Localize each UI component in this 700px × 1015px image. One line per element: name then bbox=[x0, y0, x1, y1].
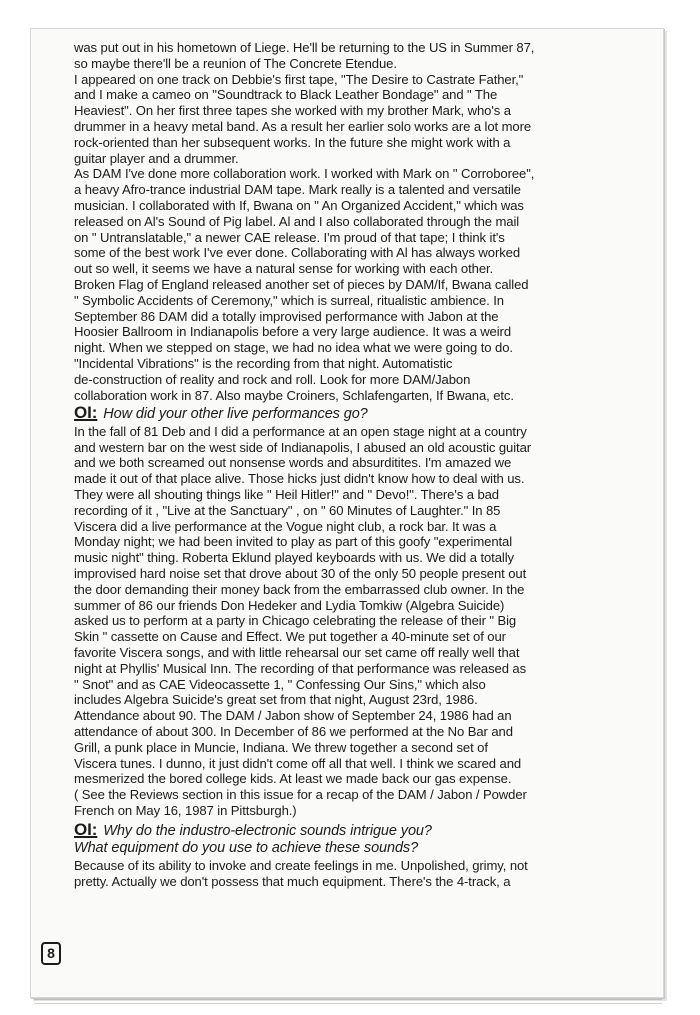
text-line: musician. I collaborated with If, Bwana on " An Organized Accident," which was bbox=[74, 197, 524, 213]
text-line: recording of it , "Live at the Sanctuary" , on " 60 Minutes of Laughter." In 85 bbox=[74, 502, 501, 518]
text-line: Viscera did a live performance at the Vogue night club, a rock bar. It was a bbox=[74, 518, 497, 534]
text-line: asked us to perform at a party in Chicago celebrating the release of their " Big bbox=[74, 613, 517, 629]
text-line: released on Al's Sound of Pig label. Al and I also collaborated through the mail bbox=[74, 213, 520, 229]
interview-question-2 bbox=[74, 821, 594, 841]
text-line: Hoosier Ballroom in Indianapolis before a very large audience. It was a weird bbox=[74, 324, 511, 340]
text-line: and I make a cameo on "Soundtrack to Black Leather Bondage" and " The bbox=[74, 87, 498, 103]
question-prefix: OI: bbox=[74, 403, 98, 423]
text-line: de-construction of reality and rock and roll. Look for more DAM/Jabon bbox=[74, 371, 471, 387]
page-edge bbox=[34, 999, 662, 1000]
text-line: and we both screamed out nonsense words and absurditites. I'm amazed we bbox=[74, 455, 512, 471]
text-line: Broken Flag of England released another set of pieces by DAM/If, Bwana called bbox=[74, 276, 529, 292]
text-line: Heaviest". On her first three tapes she worked with my brother Mark, who's a bbox=[74, 103, 511, 119]
text-line: As DAM I've done more collaboration work. I worked with Mark on " Corroboree", bbox=[74, 166, 535, 182]
text-line: collaboration work in 87. Also maybe Croiners, Schlafengarten, If Bwana, etc. bbox=[74, 387, 514, 403]
text-line: a heavy Afro-trance industrial DAM tape. Mark really is a talented and versatile bbox=[74, 182, 521, 198]
question-text: How did your other live performances go? bbox=[103, 406, 368, 423]
text-line: music night" thing. Roberta Eklund played keyboards with us. We did a totally bbox=[74, 550, 514, 566]
text-line: night. When we stepped on stage, we had no idea what we were going to do. bbox=[74, 340, 513, 356]
text-line: In the fall of 81 Deb and I did a performance at an open stage night at a country bbox=[74, 423, 527, 439]
text-line: "Incidental Vibrations" is the recording from that night. Automatistic bbox=[74, 355, 453, 371]
text-line: drummer in a heavy metal band. As a result her earlier solo works are a lot more bbox=[74, 118, 532, 134]
text-line: night at Phyllis' Musical Inn. The recording of that performance was released as bbox=[74, 660, 527, 676]
text-line: " Symbolic Accidents of Ceremony," which is surreal, ritualistic ambience. In bbox=[74, 292, 504, 308]
text-line: includes Algebra Suicide's great set from that night, August 23rd, 1986. bbox=[74, 692, 478, 708]
text-line: Monday night; we had been invited to play as part of this goofy "experimental bbox=[74, 534, 513, 550]
paragraph-block-2 bbox=[74, 424, 594, 819]
text-line: made it out of that place alive. Those hicks just didn't know how to deal with us. bbox=[74, 471, 525, 487]
text-line: mesmerized the bored college kids. At least we made back our gas expense. bbox=[74, 771, 512, 787]
text-line: Viscera tunes. I dunno, it just didn't come off all that well. I think we scared and bbox=[74, 755, 522, 771]
text-line: favorite Viscera songs, and with little rehearsal our set came off really well that bbox=[74, 644, 520, 660]
text-line: out so well, it seems we have a natural sense for working with each other. bbox=[74, 261, 494, 277]
text-line: Because of its ability to invoke and create feelings in me. Unpolished, grimy, not bbox=[74, 857, 528, 873]
text-line: so maybe there'll be a reunion of The Concrete Etendue. bbox=[74, 55, 397, 71]
page-number: 8 bbox=[41, 942, 61, 965]
text-line: They were all shouting things like " Heil Hitler!" and " Devo!". There's a bad bbox=[74, 487, 499, 503]
text-line: I appeared on one track on Debbie's first tape, "The Desire to Castrate Father," bbox=[74, 71, 524, 87]
text-line: guitar player and a drummer. bbox=[74, 150, 239, 166]
interview-question-2-line-2: What equipment do you use to achieve these sounds? bbox=[74, 840, 419, 857]
text-line: was put out in his hometown of Liege. He'll be returning to the US in Summer 87, bbox=[74, 40, 535, 55]
paragraph-block-3 bbox=[74, 858, 594, 890]
text-line: attendance of about 300. In December of 86 we performed at the No Bar and bbox=[74, 723, 513, 739]
text-line: Attendance about 90. The DAM / Jabon show of September 24, 1986 had an bbox=[74, 708, 512, 724]
paragraph-block-1 bbox=[74, 40, 594, 403]
text-line: September 86 DAM did a totally improvised performance with Jabon at the bbox=[74, 308, 499, 324]
text-line: ( See the Reviews section in this issue for a recap of the DAM / Jabon / Powder bbox=[74, 787, 527, 803]
text-line: French on May 16, 1987 in Pittsburgh.) bbox=[74, 802, 297, 818]
text-line: some of the best work I've ever done. Collaborating with Al has always worked bbox=[74, 245, 521, 261]
text-line: improvised hard noise set that drove about 30 of the only 50 people present out bbox=[74, 566, 527, 581]
text-line: Skin " cassette on Cause and Effect. We put together a 40-minute set of our bbox=[74, 629, 506, 645]
text-line: pretty. Actually we don't possess that much equipment. There's the 4-track, a bbox=[74, 873, 511, 889]
text-line: summer of 86 our friends Don Hedeker and Lydia Tomkiw (Algebra Suicide) bbox=[74, 597, 505, 613]
text-line: the door demanding their money back from the embarrassed club owner. In the bbox=[74, 581, 525, 597]
question-prefix: OI: bbox=[74, 819, 98, 839]
question-text: Why do the industro-electronic sounds intrigue you? bbox=[103, 822, 432, 839]
article-body bbox=[74, 40, 594, 889]
text-line: Grill, a punk place in Muncie, Indiana. We threw together a second set of bbox=[74, 739, 488, 755]
text-line: on " Untranslatable," a newer CAE release. I'm proud of that tape; I think it's bbox=[74, 229, 505, 245]
text-line: and western bar on the west side of Indianapolis, I abused an old acoustic guitar bbox=[74, 439, 532, 455]
interview-question-1 bbox=[74, 404, 594, 424]
text-line: rock-oriented than her subsequent works. In the future she might work with a bbox=[74, 134, 511, 150]
page-edge bbox=[34, 1003, 662, 1004]
text-line: " Snot" and as CAE Videocassette 1, " Confessing Our Sins," which also bbox=[74, 676, 486, 692]
